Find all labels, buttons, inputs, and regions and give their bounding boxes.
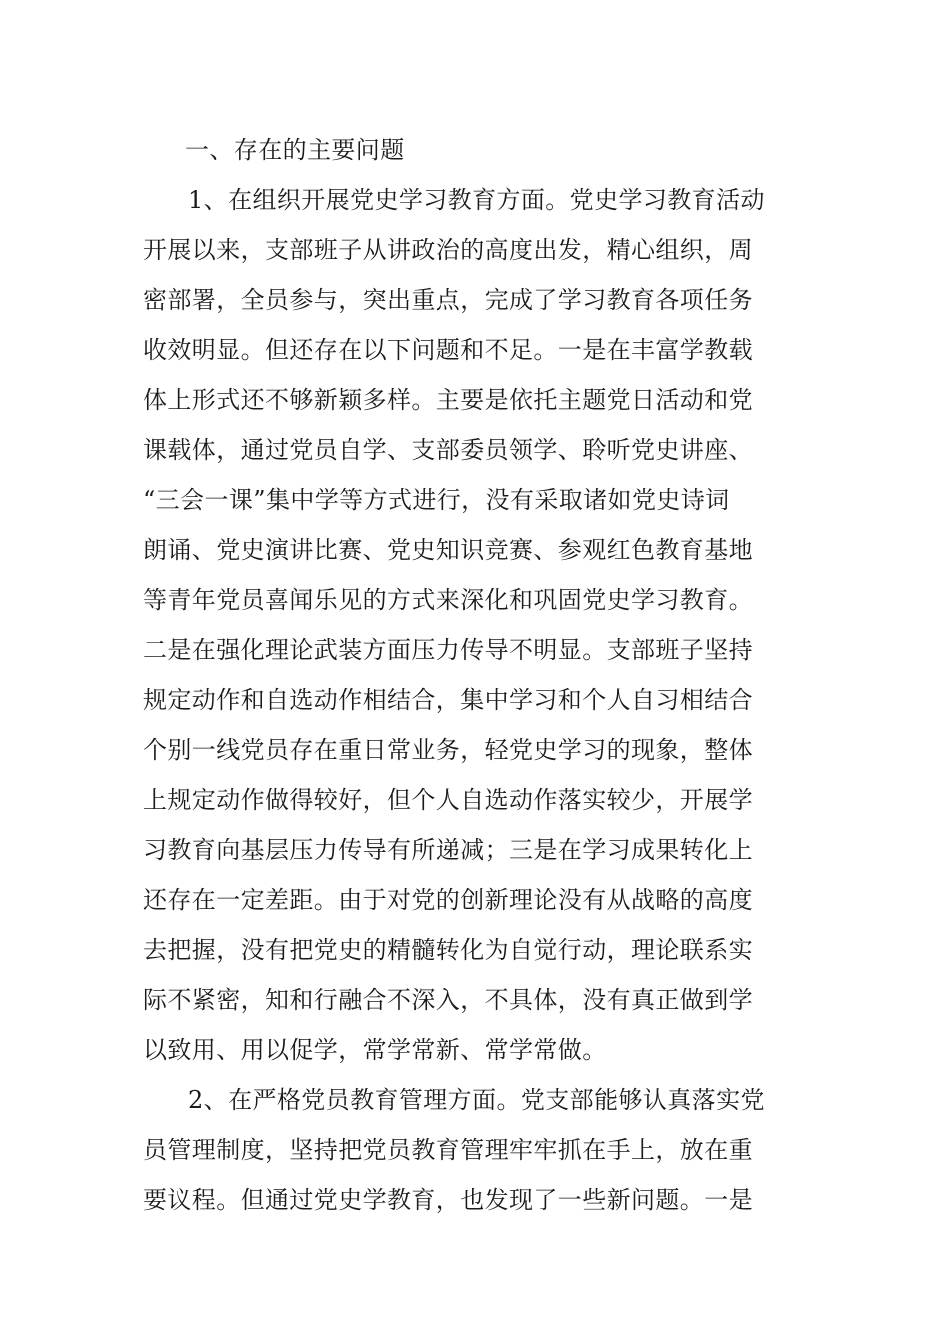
paragraph-2-line-3: 要议程。但通过党史学教育，也发现了一些新问题。一是 — [143, 1186, 753, 1214]
paragraph-1-line-3: 密部署，全员参与，突出重点，完成了学习教育各项任务 — [143, 286, 753, 314]
paragraph-1-line-7: “三会一课”集中学等方式进行，没有采取诸如党史诗词 — [143, 486, 730, 514]
paragraph-1-line-9: 等青年党员喜闻乐见的方式来深化和巩固党史学习教育。 — [143, 586, 753, 614]
paragraph-2-line-1: 2、在严格党员教育管理方面。党支部能够认真落实党 — [188, 1086, 765, 1114]
paragraph-1-line-17: 际不紧密，知和行融合不深入，不具体，没有真正做到学 — [143, 986, 753, 1014]
paragraph-1-line-1: 1、在组织开展党史学习教育方面。党史学习教育活动 — [188, 186, 765, 214]
paragraph-1-line-16: 去把握，没有把党史的精髓转化为自觉行动，理论联系实 — [143, 936, 753, 964]
paragraph-1-line-8: 朗诵、党史演讲比赛、党史知识竞赛、参观红色教育基地 — [143, 536, 753, 564]
paragraph-1-line-12: 个别一线党员存在重日常业务，轻党史学习的现象，整体 — [143, 736, 753, 764]
paragraph-1-line-4: 收效明显。但还存在以下问题和不足。一是在丰富学教载 — [143, 336, 753, 364]
paragraph-1-line-14: 习教育向基层压力传导有所递减；三是在学习成果转化上 — [143, 836, 753, 864]
paragraph-2-line-2: 员管理制度，坚持把党员教育管理牢牢抓在手上，放在重 — [143, 1136, 753, 1164]
paragraph-1-line-18: 以致用、用以促学，常学常新、常学常做。 — [143, 1036, 607, 1064]
paragraph-1-line-6: 课载体，通过党员自学、支部委员领学、聆听党史讲座、 — [143, 436, 753, 464]
paragraph-1-line-10: 二是在强化理论武装方面压力传导不明显。支部班子坚持 — [143, 636, 753, 664]
paragraph-1-line-5: 体上形式还不够新颖多样。主要是依托主题党日活动和党 — [143, 386, 753, 414]
paragraph-1-line-11: 规定动作和自选动作相结合，集中学习和个人自习相结合 — [143, 686, 753, 714]
section-heading: 一、存在的主要问题 — [185, 136, 405, 164]
paragraph-1-line-15: 还存在一定差距。由于对党的创新理论没有从战略的高度 — [143, 886, 753, 914]
paragraph-1-line-2: 开展以来，支部班子从讲政治的高度出发，精心组织，周 — [143, 236, 753, 264]
paragraph-1-line-13: 上规定动作做得较好，但个人自选动作落实较少，开展学 — [143, 786, 753, 814]
